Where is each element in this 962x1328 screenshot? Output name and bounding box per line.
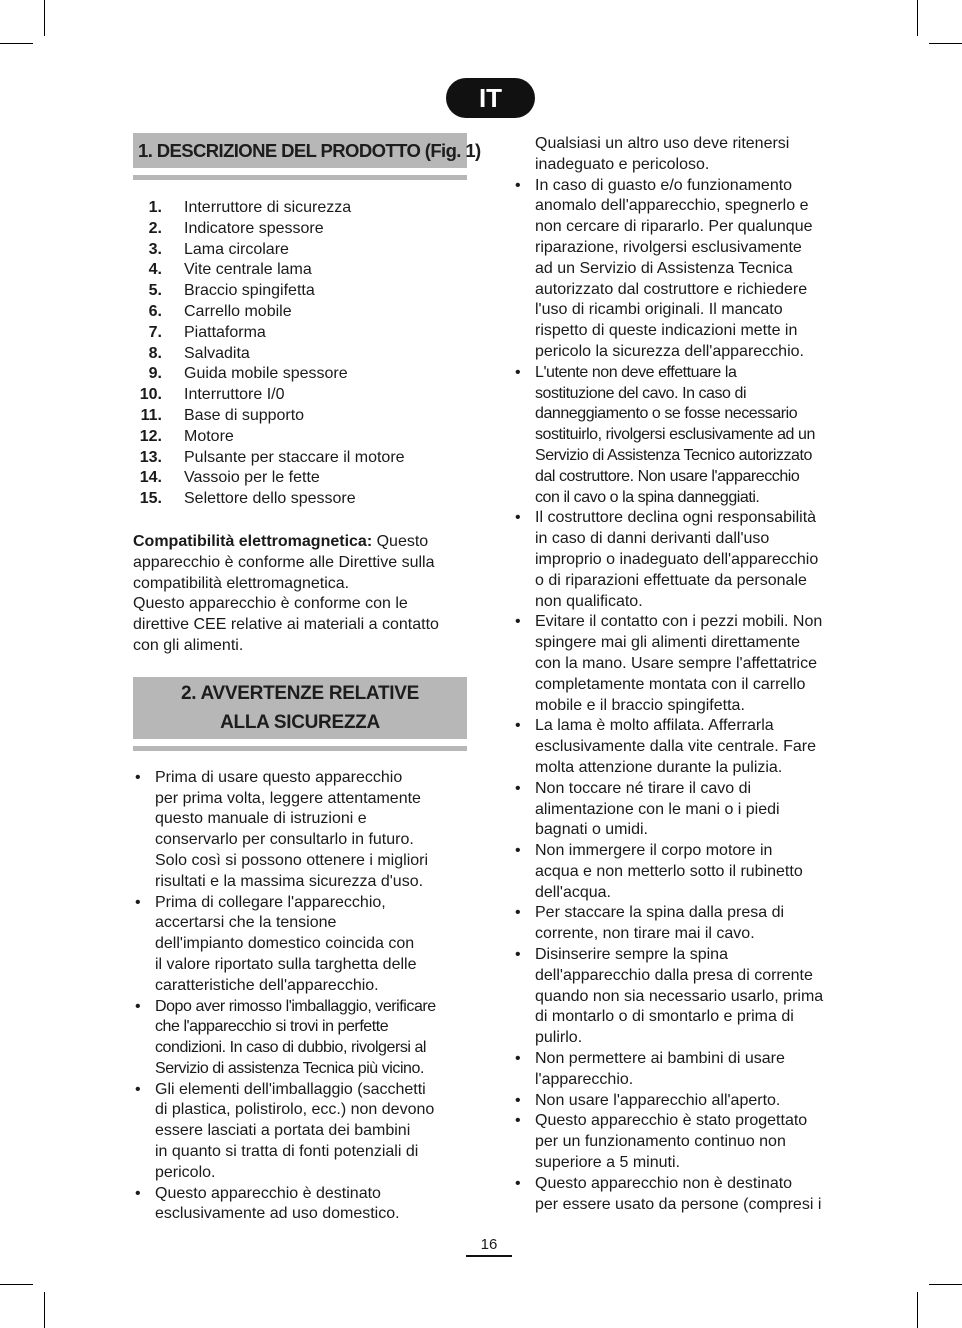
bullet-line: autorizzato dal costruttore e richiedere: [535, 280, 808, 298]
bullet-line: l'uso di ricambi originali. Il mancato: [535, 301, 783, 319]
parts-list-item: [133, 260, 467, 281]
crop-mark-bottom-left-horizontal: [0, 1284, 33, 1285]
bullet-line: di plastica, polistirolo, ecc.) non devono: [155, 1101, 435, 1119]
parts-list-item: [133, 323, 467, 344]
bullet-line: Gli elementi dell'imballaggio (sacchetti: [155, 1080, 426, 1098]
safety-bullet: [513, 1091, 853, 1112]
part-label: Pulsante per staccare il motore: [184, 448, 405, 466]
safety-bullets-left: [133, 768, 467, 1226]
bullet-marker: •: [515, 779, 521, 797]
bullet-line: non qualificato.: [535, 592, 643, 610]
part-label: Braccio spingifetta: [184, 282, 315, 300]
bullet-line: dell'impianto domestico coincida con: [155, 935, 415, 953]
bullet-line: mobile e il braccio spingifetta.: [535, 696, 745, 714]
part-number: 7.: [148, 323, 162, 341]
bullet-line: molta attenzione durante la pulizia.: [535, 758, 783, 776]
bullet-line: Non toccare né tirare il cavo di: [535, 779, 752, 797]
section-2-heading: [133, 677, 467, 739]
parts-list-item: [133, 344, 467, 365]
bullet-line: esclusivamente dalla vite centrale. Fare: [535, 738, 817, 756]
bullet-marker: •: [515, 176, 521, 194]
bullet-line: rispetto di queste indicazioni mette in: [535, 322, 798, 340]
bullet-marker: •: [135, 893, 141, 911]
bullet-line: corrente, non tirare mai il cavo.: [535, 925, 755, 943]
parts-list-item: [133, 406, 467, 427]
bullet-line: Non permettere ai bambini di usare: [535, 1050, 785, 1068]
bullet-line: o di riparazioni effettuate da personale: [535, 571, 807, 589]
safety-bullet: [513, 945, 853, 1049]
bullet-marker: •: [515, 1112, 521, 1130]
part-label: Interruttore I/0: [184, 386, 285, 404]
bullet-marker: •: [515, 1050, 521, 1068]
bullet-line: Il costruttore declina ogni responsabilità: [535, 509, 817, 527]
continued-paragraph: [513, 134, 853, 176]
bullet-line: spingere mai gli alimenti direttamente: [535, 634, 801, 652]
bullet-line: Prima di collegare l'apparecchio,: [155, 893, 386, 911]
part-number: 5.: [148, 282, 162, 300]
parts-list-item: [133, 219, 467, 240]
bullet-marker: •: [135, 997, 141, 1015]
bullet-line: per essere usato da persone (compresi i: [535, 1195, 822, 1213]
bullet-line: dell'acqua.: [535, 883, 611, 901]
bullet-marker: •: [135, 768, 141, 786]
bullet-marker: •: [515, 613, 521, 631]
bullet-line: in caso di danni derivanti dall'uso: [535, 530, 770, 548]
safety-bullet: [513, 363, 853, 509]
parts-list: [133, 198, 467, 510]
bullet-line: improprio o inadeguato dell'apparecchio: [535, 550, 819, 568]
bullet-line: Solo così si possono ottenere i migliori: [155, 851, 429, 869]
safety-bullet: [513, 841, 853, 903]
bullet-marker: •: [515, 717, 521, 735]
bullet-line: che l'apparecchio si trovi in perfette: [155, 1018, 389, 1036]
part-number: 10.: [139, 386, 162, 404]
bullet-line: L'utente non deve effettuare la: [535, 363, 737, 381]
part-number: 1.: [148, 199, 162, 216]
section-1-rule: [133, 175, 467, 180]
emc-line: direttive CEE relative ai materiali a contatto: [133, 616, 439, 634]
bullet-line: Evitare il contatto con i pezzi mobili. Non: [535, 613, 823, 631]
bullet-marker: •: [515, 1091, 521, 1109]
emc-line: con gli alimenti.: [133, 636, 244, 654]
parts-list-item: [133, 281, 467, 302]
emc-compatibility-note: [133, 532, 467, 657]
bullet-line: danneggiamento o se fosse necessario: [535, 405, 798, 423]
part-label: Motore: [184, 427, 234, 445]
part-number: 8.: [148, 344, 162, 362]
bullet-line: pulirlo.: [535, 1029, 583, 1047]
bullet-line: sostituirlo, rivolgersi esclusivamente ad un: [535, 426, 815, 444]
part-number: 4.: [148, 261, 162, 279]
bullet-line: per un funzionamento continuo non: [535, 1133, 786, 1151]
crop-mark-top-right-vertical: [917, 0, 918, 36]
bullet-marker: •: [515, 363, 521, 381]
section-2-heading-line-2: ALLA SICUREZZA: [220, 711, 380, 733]
emc-first-line: [133, 532, 467, 553]
language-badge: IT: [446, 78, 535, 118]
bullet-line: La lama è molto affilata. Afferrarla: [535, 717, 774, 735]
bullet-line: conservarlo per consultarlo in futuro.: [155, 831, 414, 849]
parts-list-item: [133, 468, 467, 489]
section-2-heading-line-1: 2. AVVERTENZE RELATIVE: [181, 682, 419, 704]
crop-mark-bottom-right-vertical: [917, 1292, 918, 1328]
bullet-line: Non immergere il corpo motore in: [535, 842, 773, 860]
bullet-line: dell'apparecchio dalla presa di corrente: [535, 966, 813, 984]
safety-bullet: [133, 768, 467, 893]
safety-bullet: [133, 893, 467, 997]
emc-line: apparecchio è conforme alle Direttive sulla: [133, 553, 435, 571]
bullet-line: Dopo aver rimosso l'imballaggio, verificare: [155, 997, 436, 1015]
safety-bullet: [513, 176, 853, 363]
part-number: 13.: [139, 448, 162, 466]
safety-bullet: [513, 612, 853, 716]
bullet-line: In caso di guasto e/o funzionamento: [535, 176, 793, 194]
bullet-line: alimentazione con le mani o i piedi: [535, 800, 780, 818]
bullet-line: sostituzione del cavo. In caso di: [535, 384, 747, 402]
emc-first-line-rest: Questo: [372, 532, 429, 550]
parts-list-item: [133, 385, 467, 406]
part-label: Selettore dello spessore: [184, 490, 356, 508]
bullet-line: completamente montata con il carrello: [535, 675, 806, 693]
bullet-line: pericolo.: [155, 1163, 216, 1181]
bullet-line: Disinserire sempre la spina: [535, 946, 728, 964]
bullet-line: questo manuale di istruzioni e: [155, 810, 367, 828]
parts-list-item: [133, 364, 467, 385]
part-label: Vassoio per le fette: [184, 469, 320, 487]
safety-bullet: [513, 1111, 853, 1173]
part-number: 3.: [148, 240, 162, 258]
bullet-line: non cercare di ripararlo. Per qualunque: [535, 218, 813, 236]
bullet-marker: •: [515, 509, 521, 527]
bullet-line: ad un Servizio di Assistenza Tecnica: [535, 259, 793, 277]
crop-mark-bottom-right-horizontal: [929, 1284, 962, 1285]
bullet-line: Per staccare la spina dalla presa di: [535, 904, 785, 922]
part-label: Base di supporto: [184, 406, 305, 424]
bullet-line: Questo apparecchio non è destinato: [535, 1174, 793, 1192]
bullet-line: di montarlo o di smontarlo e prima di: [535, 1008, 794, 1026]
bullet-marker: •: [515, 946, 521, 964]
section-2-rule: [133, 746, 467, 751]
parts-list-item: [133, 489, 467, 510]
page-number: 16: [466, 1235, 512, 1257]
part-label: Interruttore di sicurezza: [184, 199, 352, 216]
bullet-line: acqua e non metterlo sotto il rubinetto: [535, 862, 803, 880]
bullet-line: essere lasciati a portata dei bambini: [155, 1122, 411, 1140]
safety-bullet: [513, 1049, 853, 1091]
part-number: 6.: [148, 302, 162, 320]
parts-list-item: [133, 240, 467, 261]
bullet-line: in quanto si tratta di fonti potenziali di: [155, 1143, 419, 1161]
crop-mark-top-left-vertical: [44, 0, 45, 36]
safety-bullet: [513, 716, 853, 778]
part-label: Salvadita: [184, 344, 250, 362]
parts-list-item: [133, 198, 467, 219]
safety-bullet: [133, 1184, 467, 1226]
safety-bullet: [513, 508, 853, 612]
part-number: 12.: [139, 427, 162, 445]
continued-line: inadeguato e pericoloso.: [535, 155, 710, 173]
section-1-heading: 1. DESCRIZIONE DEL PRODOTTO (Fig. 1): [133, 133, 467, 168]
emc-line: compatibilità elettromagnetica.: [133, 574, 350, 592]
bullet-line: con la mano. Usare sempre l'affettatrice: [535, 654, 817, 672]
parts-list-item: [133, 302, 467, 323]
bullet-line: superiore a 5 minuti.: [535, 1154, 680, 1172]
safety-bullet: [133, 1080, 467, 1184]
bullet-line: Servizio di assistenza Tecnica più vicino.: [155, 1059, 424, 1077]
safety-bullet: [513, 903, 853, 945]
safety-bullet: [513, 779, 853, 841]
part-number: 9.: [148, 365, 162, 383]
bullet-line: pericolo la sicurezza dell'apparecchio.: [535, 342, 804, 360]
safety-bullets-right: [513, 176, 853, 1216]
parts-list-item: [133, 448, 467, 469]
emc-line: Questo apparecchio è conforme con le: [133, 595, 408, 613]
bullet-line: quando non sia necessario usarlo, prima: [535, 987, 824, 1005]
bullet-line: bagnati o umidi.: [535, 821, 648, 839]
crop-mark-top-left-horizontal: [0, 43, 33, 44]
crop-mark-bottom-left-vertical: [44, 1292, 45, 1328]
parts-list-item: [133, 427, 467, 448]
bullet-line: accertarsi che la tensione: [155, 914, 337, 932]
part-number: 15.: [139, 490, 162, 508]
part-label: Vite centrale lama: [184, 261, 312, 279]
bullet-line: Servizio di Assistenza Tecnico autorizzato: [535, 446, 812, 464]
bullet-marker: •: [135, 1080, 141, 1098]
bullet-marker: •: [515, 904, 521, 922]
part-label: Indicatore spessore: [184, 219, 324, 237]
bullet-line: risultati e la massima sicurezza d'uso.: [155, 872, 424, 890]
bullet-line: esclusivamente ad uso domestico.: [155, 1205, 400, 1223]
safety-bullet: [133, 997, 467, 1080]
bullet-line: per prima volta, leggere attentamente: [155, 789, 421, 807]
crop-mark-top-right-horizontal: [929, 43, 962, 44]
continued-line: Qualsiasi un altro uso deve ritenersi: [535, 135, 790, 152]
bullet-line: l'apparecchio.: [535, 1070, 634, 1088]
part-number: 14.: [139, 469, 162, 487]
safety-bullet: [513, 1174, 853, 1216]
left-column: [133, 133, 481, 1225]
bullet-line: Questo apparecchio è destinato: [155, 1184, 381, 1202]
bullet-line: anomalo dell'apparecchio, spegnerlo e: [535, 197, 809, 215]
bullet-line: Questo apparecchio è stato progettato: [535, 1112, 808, 1130]
bullet-marker: •: [515, 1174, 521, 1192]
part-label: Guida mobile spessore: [184, 365, 348, 383]
part-number: 11.: [140, 406, 162, 424]
part-label: Lama circolare: [184, 240, 289, 258]
bullet-line: con il cavo o la spina danneggiati.: [535, 488, 760, 506]
right-column: [513, 134, 853, 1215]
part-label: Piattaforma: [184, 323, 266, 341]
bullet-marker: •: [515, 842, 521, 860]
bullet-line: Prima di usare questo apparecchio: [155, 768, 403, 786]
part-label: Carrello mobile: [184, 302, 292, 320]
bullet-line: caratteristiche dell'apparecchio.: [155, 976, 379, 994]
part-number: 2.: [148, 219, 162, 237]
bullet-line: il valore riportato sulla targhetta delle: [155, 955, 417, 973]
emc-label: Compatibilità elettromagnetica:: [133, 532, 373, 550]
bullet-line: condizioni. In caso di dubbio, rivolgersi al: [155, 1039, 427, 1057]
bullet-line: Non usare l'apparecchio all'aperto.: [535, 1091, 781, 1109]
bullet-line: riparazione, rivolgersi esclusivamente: [535, 238, 802, 256]
bullet-marker: •: [135, 1184, 141, 1202]
bullet-line: dal costruttore. Non usare l'apparecchio: [535, 467, 800, 485]
